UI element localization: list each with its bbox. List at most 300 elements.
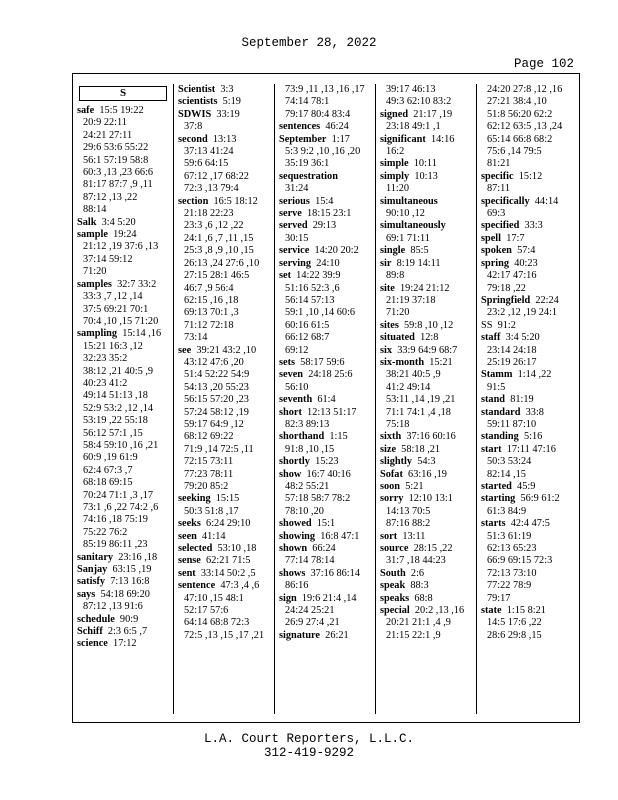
index-entry-continuation — [178, 407, 270, 419]
index-entry — [77, 279, 169, 291]
index-entry — [77, 589, 169, 601]
index-entry-continuation — [380, 382, 472, 394]
index-page-refs: 28:6 29:8 ,15 — [487, 629, 542, 641]
index-page-refs: 52:17 57:6 — [184, 605, 229, 617]
index-page-refs: 91:2 — [497, 319, 516, 331]
index-page-refs: 25:3 ,8 ,9 ,10 ,15 — [184, 245, 254, 257]
index-page-refs: 15:14 ,16 — [122, 328, 162, 340]
index-page-refs: 73:1 ,6 ,22 74:2 ,6 — [83, 502, 159, 513]
index-entry — [380, 134, 472, 146]
index-entry-continuation — [380, 407, 472, 419]
index-page-refs: 78:10 ,20 — [285, 505, 324, 517]
index-term: stand — [481, 394, 506, 406]
index-entry-continuation — [77, 192, 169, 204]
index-entry-continuation — [77, 601, 169, 613]
index-entry-continuation — [77, 539, 169, 551]
index-term: sir — [380, 257, 392, 269]
index-page-refs: 12:8 — [420, 332, 439, 344]
index-entry — [380, 357, 472, 369]
index-page-refs: 28:15 ,22 — [413, 543, 453, 555]
index-term: sort — [380, 530, 398, 542]
index-entry-continuation — [380, 295, 472, 307]
index-entry-continuation — [279, 419, 371, 431]
index-entry-continuation — [380, 630, 472, 642]
index-term: South — [380, 567, 406, 579]
index-page-refs: 21:15 22:1 ,9 — [386, 629, 441, 641]
index-entry — [178, 568, 270, 580]
index-term: signed — [380, 108, 409, 120]
index-entry — [481, 394, 573, 406]
index-term: starting — [481, 493, 516, 505]
index-page-refs: 54:13 ,20 55:23 — [184, 381, 249, 393]
index-entry — [279, 357, 371, 369]
index-page-refs: 79:20 85:2 — [184, 481, 229, 492]
index-page-refs: 89:8 — [386, 270, 405, 282]
index-page-refs: 71:12 72:18 — [184, 319, 234, 331]
index-term: showing — [279, 530, 316, 542]
index-entry-continuation — [380, 518, 472, 530]
index-page-refs: 90:10 ,12 — [386, 208, 425, 220]
index-entry-continuation — [77, 378, 169, 390]
index-entry-continuation — [178, 444, 270, 456]
page-number: Page 102 — [513, 57, 574, 71]
index-term: second — [178, 133, 208, 145]
index-entry-continuation — [178, 431, 270, 443]
index-page-refs: 60:16 61:5 — [285, 319, 330, 331]
index-page-refs: 87:12 ,13 ,22 — [83, 191, 138, 203]
index-page-refs: 33:8 — [525, 406, 544, 418]
header-date: September 28, 2022 — [241, 36, 377, 50]
index-column-5 — [476, 84, 577, 714]
index-entry-continuation — [279, 146, 371, 158]
index-entry — [380, 196, 472, 208]
index-entry — [178, 345, 270, 357]
index-entry — [380, 543, 472, 555]
index-term: science — [77, 638, 108, 650]
index-page-refs: 13:11 — [402, 530, 426, 542]
index-term: seen — [178, 530, 197, 542]
index-page-refs: 31:7 ,18 44:23 — [386, 555, 446, 567]
index-page-refs: 85:19 86:11 ,23 — [83, 539, 148, 551]
index-page-refs: 12:13 51:17 — [307, 406, 357, 418]
index-entry-continuation — [279, 320, 371, 332]
index-page-refs: 17:7 — [506, 232, 525, 244]
index-page-refs: 87:16 88:2 — [386, 518, 431, 530]
index-page-refs: 59:6 64:15 — [184, 158, 229, 170]
index-entry-continuation — [380, 84, 472, 96]
index-entry — [279, 531, 371, 543]
index-entry-continuation — [380, 233, 472, 245]
index-page-refs: 20:21 21:1 ,4 ,9 — [386, 617, 451, 629]
index-page-refs: 48:2 55:21 — [285, 481, 330, 492]
index-term: showed — [279, 518, 312, 530]
index-page-refs: 65:14 66:8 68:2 — [487, 133, 553, 145]
index-entry — [380, 568, 472, 580]
index-page-refs: 69:12 — [285, 344, 309, 356]
footer-phone: 312-419-9292 — [263, 746, 354, 760]
index-term: six-month — [380, 356, 425, 368]
index-page-refs: 39:21 43:2 ,10 — [196, 344, 257, 356]
index-term: scientists — [178, 96, 218, 108]
index-page-refs: 12:10 13:1 — [408, 493, 453, 505]
index-entry — [178, 493, 270, 505]
index-entry-continuation — [279, 158, 371, 170]
index-entry — [380, 220, 472, 232]
index-page-refs: 17:11 47:16 — [506, 443, 556, 455]
index-term: Scientist — [178, 84, 216, 95]
index-entry — [481, 444, 573, 456]
index-entry-continuation — [178, 220, 270, 232]
index-entry — [481, 295, 573, 307]
index-entry-continuation — [77, 316, 169, 328]
index-entry-continuation — [77, 440, 169, 452]
index-page-refs: 32:23 35:2 — [83, 353, 128, 365]
index-entry-continuation — [178, 245, 270, 257]
index-entry-continuation — [77, 527, 169, 539]
index-term: specifically — [481, 195, 530, 207]
index-entry-continuation — [178, 456, 270, 468]
index-term: see — [178, 344, 192, 356]
index-entry-continuation — [481, 382, 573, 394]
index-page-refs: 37:14 59:12 — [83, 253, 133, 265]
index-page-refs: 14:13 70:5 — [386, 505, 431, 517]
index-page-refs: 16:7 40:16 — [306, 468, 351, 480]
index-page-refs: 79:17 80:4 83:4 — [285, 108, 351, 120]
index-page-refs: 42:4 47:5 — [510, 518, 550, 530]
index-entry — [178, 196, 270, 208]
index-page-refs: 56:10 — [285, 381, 309, 393]
index-entry-continuation — [178, 593, 270, 605]
index-page-refs: 53:11 ,14 ,19 ,21 — [386, 394, 456, 406]
index-page-refs: 42:17 47:16 — [487, 270, 537, 282]
index-entry — [380, 469, 472, 481]
index-term: size — [380, 443, 397, 455]
index-page-refs: 24:10 — [316, 257, 340, 269]
index-term: samples — [77, 278, 112, 290]
index-term: says — [77, 588, 96, 600]
index-page-refs: 6:24 29:10 — [206, 518, 251, 530]
index-page-refs: 26:9 27:4 ,21 — [285, 617, 340, 629]
index-term: soon — [380, 481, 401, 492]
index-page-refs: 86:16 — [285, 580, 309, 592]
index-entry — [279, 630, 371, 642]
index-entry-continuation — [77, 477, 169, 489]
index-page-refs: 41:14 — [202, 530, 226, 542]
index-page-refs: 24:21 27:11 — [83, 129, 133, 141]
index-page-refs: 63:15 ,19 — [112, 564, 152, 576]
index-entry-continuation — [77, 204, 169, 216]
index-entry — [380, 158, 472, 170]
index-term: simple — [380, 158, 409, 170]
index-page-refs: 56:14 57:13 — [285, 294, 335, 306]
index-entry-continuation — [178, 506, 270, 518]
index-entry — [178, 531, 270, 543]
index-page-refs: 5:16 — [523, 431, 543, 443]
index-page-refs: 66:12 68:7 — [285, 332, 330, 344]
index-page-refs: 46:7 ,9 56:4 — [184, 282, 234, 294]
index-page-refs: 59:11 87:10 — [487, 418, 537, 430]
index-page-refs: 26:13 ,24 27:6 ,10 — [184, 257, 260, 269]
index-entry — [279, 220, 371, 232]
index-entry-continuation — [481, 283, 573, 295]
index-entry-continuation — [77, 452, 169, 464]
index-column-1 — [73, 84, 173, 714]
index-page-refs: 21:19 37:18 — [386, 294, 436, 306]
index-entry — [380, 345, 472, 357]
index-entry-continuation — [279, 493, 371, 505]
index-entry-continuation — [178, 382, 270, 394]
index-entry-continuation — [481, 146, 573, 158]
index-page-refs: 59:8 ,10 ,12 — [404, 319, 454, 331]
index-page-refs: 3:3 — [220, 84, 234, 95]
index-entry — [178, 134, 270, 146]
index-page-refs: 40:23 — [514, 257, 538, 269]
index-page-refs: 1:15 8:21 — [506, 605, 546, 617]
index-entry — [481, 493, 573, 505]
index-entry — [380, 605, 472, 617]
index-page-refs: 74:14 78:1 — [285, 96, 330, 108]
index-term: situated — [380, 332, 415, 344]
index-entry — [380, 320, 472, 332]
index-page-refs: 63:16 ,19 — [408, 468, 447, 480]
index-page-refs: 77:23 78:11 — [184, 468, 234, 480]
index-entry — [279, 270, 371, 282]
index-letter-heading: S — [79, 86, 167, 101]
index-page-refs: 15:21 — [429, 356, 453, 368]
index-entry-continuation — [481, 121, 573, 133]
index-page-refs: 90:9 — [119, 613, 139, 625]
index-page-refs: 57:18 58:7 78:2 — [285, 493, 351, 505]
index-term: seeking — [178, 493, 211, 505]
index-entry — [77, 614, 169, 626]
index-entry-continuation — [481, 531, 573, 543]
index-page-refs: 23:14 24:18 — [487, 344, 537, 356]
index-term: Stamm — [481, 369, 513, 381]
index-page-refs: 29:13 — [312, 220, 337, 232]
index-page-refs: 72:5 ,13 ,15 ,17 ,21 — [184, 629, 265, 641]
index-page-refs: 66:9 69:15 72:3 — [487, 555, 553, 567]
index-page-refs: 37:5 69:21 70:1 — [83, 303, 149, 315]
index-page-refs: 88:14 — [83, 204, 107, 216]
index-page-refs: 23:18 49:1 ,1 — [386, 121, 441, 133]
index-entry — [380, 481, 472, 493]
index-page-refs: 16:8 47:1 — [320, 530, 360, 542]
index-entry — [380, 493, 472, 505]
index-entry — [77, 626, 169, 638]
index-term: sixth — [380, 431, 402, 443]
index-page-refs: 10:11 — [413, 158, 437, 170]
index-page-refs: 15:23 — [315, 456, 339, 468]
index-page-refs: 71:20 — [83, 266, 107, 278]
index-page-refs: 39:17 46:13 — [386, 84, 436, 95]
index-entry-continuation — [380, 555, 472, 567]
index-entry — [77, 576, 169, 588]
index-entry-continuation — [178, 158, 270, 170]
index-page-refs: 24:20 27:8 ,12 ,16 — [487, 84, 563, 95]
index-page-refs: 70:24 71:1 ,3 ,17 — [83, 489, 154, 501]
index-entry-continuation — [279, 444, 371, 456]
index-page-refs: 38:12 ,21 40:5 ,9 — [83, 365, 154, 377]
index-page-refs: 14:5 17:6 ,22 — [487, 617, 542, 629]
index-entry-continuation — [77, 117, 169, 129]
index-term: SDWIS — [178, 108, 212, 120]
index-page-refs: 79:18 ,22 — [487, 282, 526, 294]
index-entry-continuation — [178, 357, 270, 369]
index-entry-continuation — [77, 341, 169, 353]
index-term: sense — [178, 555, 201, 567]
index-entry-continuation — [481, 506, 573, 518]
index-page-refs: 56:1 57:19 58:8 — [83, 154, 149, 166]
index-page-refs: 53:10 ,18 — [217, 543, 257, 555]
index-entry-continuation — [481, 307, 573, 319]
index-page-refs: 43:12 47:6 ,20 — [184, 356, 244, 368]
index-entry-continuation — [380, 307, 472, 319]
index-page-refs: 10:13 — [414, 170, 438, 182]
index-page-refs: 15:12 — [518, 170, 543, 182]
index-page-refs: 38:21 40:5 ,9 — [386, 369, 441, 381]
index-entry-continuation — [481, 630, 573, 642]
index-entry — [380, 258, 472, 270]
index-entry-continuation — [77, 465, 169, 477]
index-term: sign — [279, 592, 297, 604]
index-entry — [481, 407, 573, 419]
index-entry — [279, 518, 371, 530]
index-entry-continuation — [481, 419, 573, 431]
index-page-refs: 14:16 — [430, 133, 455, 145]
index-page-refs: 69:13 70:1 ,3 — [184, 307, 239, 319]
index-term: state — [481, 605, 502, 617]
index-page-refs: 87:12 ,13 91:6 — [83, 601, 143, 613]
index-page-refs: 85:5 — [410, 245, 429, 257]
index-page-refs: 51:4 52:22 54:9 — [184, 369, 250, 381]
index-page-refs: 15:4 — [315, 195, 334, 207]
index-entry-continuation — [279, 283, 371, 295]
index-entry-continuation — [481, 568, 573, 580]
index-page-refs: 75:22 76:2 — [83, 526, 128, 538]
index-term: sets — [279, 356, 296, 368]
index-term: source — [380, 543, 409, 555]
index-page-refs: 16:2 — [386, 146, 405, 158]
index-entry-continuation — [481, 617, 573, 629]
index-entry-continuation — [380, 419, 472, 431]
index-entry — [380, 245, 472, 257]
index-page-refs: 20:9 22:11 — [83, 117, 127, 129]
index-entry — [77, 552, 169, 564]
index-entry — [77, 328, 169, 340]
index-entry-continuation — [77, 167, 169, 179]
index-entry — [279, 121, 371, 133]
index-entry-continuation — [279, 233, 371, 245]
index-page-refs: 59:17 64:9 ,12 — [184, 418, 244, 430]
index-entry-continuation — [481, 109, 573, 121]
index-page-refs: 20:2 ,13 ,16 — [414, 605, 465, 617]
index-page-refs: 81:19 — [510, 394, 534, 406]
index-entry — [178, 580, 270, 592]
index-entry — [481, 518, 573, 530]
index-page-refs: 82:14 ,15 — [487, 468, 526, 480]
index-page-refs: 40:23 41:2 — [83, 377, 128, 389]
index-page-refs: 57:4 — [517, 245, 536, 257]
index-term: staff — [481, 332, 501, 344]
index-page-refs: 33:14 50:2 ,5 — [200, 567, 256, 579]
index-entry-continuation — [77, 304, 169, 316]
index-page-refs: 77:22 78:9 — [487, 580, 532, 592]
index-term: sentences — [279, 121, 321, 133]
index-entry — [178, 518, 270, 530]
index-term: Schiff — [77, 626, 103, 638]
index-page-refs: 33:3 — [524, 220, 543, 232]
index-term: special — [380, 605, 410, 617]
index-term: shown — [279, 543, 308, 555]
index-page-refs: 67:12 ,17 68:22 — [184, 170, 249, 182]
index-entry-continuation — [279, 332, 371, 344]
index-page-refs: 73:9 ,11 ,13 ,16 ,17 — [285, 84, 365, 95]
index-term: simultaneous — [380, 195, 438, 207]
index-page-refs: 19:24 21:12 — [400, 282, 450, 294]
index-page-refs: 82:3 89:13 — [285, 418, 330, 430]
index-entry-continuation — [77, 130, 169, 142]
index-term: selected — [178, 543, 213, 555]
index-entry-continuation — [77, 514, 169, 526]
index-term: show — [279, 468, 302, 480]
index-entry-continuation — [178, 295, 270, 307]
index-term: slightly — [380, 456, 413, 468]
index-term: Salk — [77, 216, 97, 228]
index-page-refs: 2:3 6:5 ,7 — [107, 626, 148, 638]
index-page-refs: 50:3 53:24 — [487, 456, 532, 468]
index-page-refs: 62:4 67:3 ,7 — [83, 464, 133, 476]
index-entry-continuation — [481, 208, 573, 220]
index-term: schedule — [77, 613, 115, 625]
index-entry-continuation — [380, 394, 472, 406]
index-entry-continuation — [279, 307, 371, 319]
index-entry-continuation — [77, 241, 169, 253]
index-entry — [77, 638, 169, 650]
index-entry — [481, 196, 573, 208]
index-page-refs: 71:9 ,14 72:5 ,11 — [184, 443, 254, 455]
index-entry-continuation — [279, 96, 371, 108]
index-page-refs: 32:7 33:2 — [117, 278, 157, 290]
index-page-refs: 61:3 84:9 — [487, 505, 527, 517]
index-page-refs: 72:13 73:10 — [487, 567, 537, 579]
index-term: standing — [481, 431, 519, 443]
index-entry — [77, 564, 169, 576]
index-entry-continuation — [178, 394, 270, 406]
index-page-refs: 70:4 ,10 ,15 71:20 — [83, 315, 159, 327]
index-page-refs: 31:24 — [285, 183, 309, 195]
index-entry-continuation — [481, 270, 573, 282]
index-entry — [279, 407, 371, 419]
index-page-refs: 25:19 26:17 — [487, 356, 537, 368]
index-entry — [481, 233, 573, 245]
index-entry-continuation — [279, 617, 371, 629]
index-page-refs: 33:9 64:9 68:7 — [397, 344, 458, 356]
index-page-refs: 24:24 25:21 — [285, 605, 335, 617]
index-page-refs: 69:1 71:11 — [386, 232, 430, 244]
index-page-refs: 33:3 ,7 ,12 ,14 — [83, 291, 143, 303]
index-frame — [72, 73, 580, 723]
index-page-refs: 3:4 5:20 — [101, 216, 136, 228]
index-entry — [77, 229, 169, 241]
index-page-refs: 23:16 ,18 — [118, 551, 158, 563]
index-page-refs: 27:15 28:1 46:5 — [184, 270, 250, 282]
index-page-refs: 57:24 58:12 ,19 — [184, 406, 249, 418]
index-entry — [481, 220, 573, 232]
index-entry — [380, 332, 472, 344]
index-columns — [73, 84, 579, 714]
index-page-refs: 54:18 69:20 — [100, 588, 150, 600]
index-entry-continuation — [178, 233, 270, 245]
